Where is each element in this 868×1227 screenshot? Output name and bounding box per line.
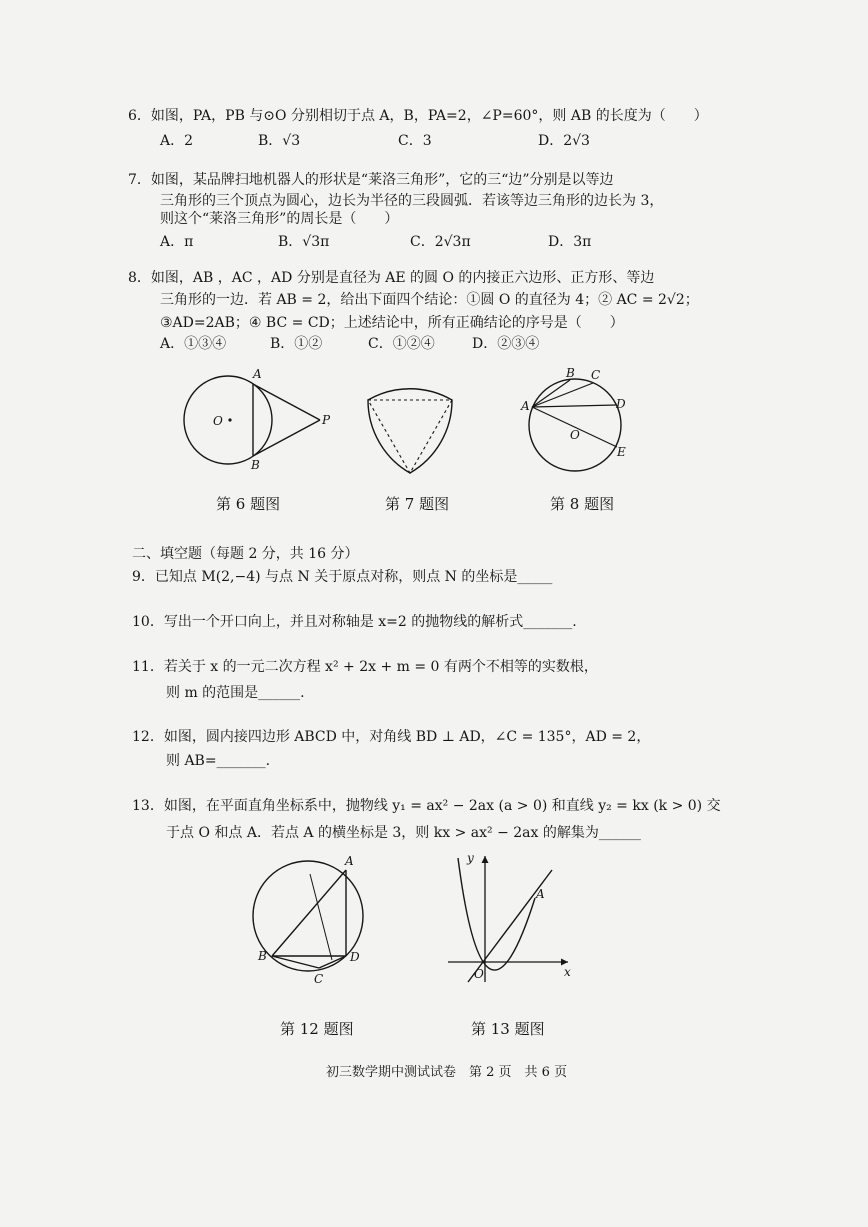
q13-line-1: 13．如图，在平面直角坐标系中，抛物线 y₁ = ax² − 2ax (a > 0) 和直线 y₂ = kx (k > 0) 交: [132, 798, 721, 814]
fig8-chord-ac: [532, 383, 593, 407]
fig12-side-cd: [319, 956, 346, 968]
q8-option-c: C．①②④: [368, 336, 435, 352]
q6-option-c: C．3: [398, 133, 432, 149]
fig7-equilateral-triangle: [368, 400, 452, 473]
fig13-label-x: x: [564, 965, 571, 979]
q12-line-1: 12．如图，圆内接四边形 ABCD 中，对角线 BD ⊥ AD，∠C = 135°，AD = 2，: [132, 729, 651, 745]
fig8-circle: [529, 379, 621, 471]
q10-text: 10．写出一个开口向上，并且对称轴是 x=2 的抛物线的解析式_______.: [132, 614, 577, 630]
fig6-circle: [184, 376, 272, 464]
page-footer: 初三数学期中测试试卷 第 2 页 共 6 页: [326, 1065, 568, 1080]
q8-line-2: 三角形的一边．若 AB = 2，给出下面四个结论：①圆 O 的直径为 4；② AC = 2√2；: [160, 292, 699, 308]
fig13-parabola: [458, 858, 535, 970]
fig8-chord-ab: [532, 380, 570, 407]
q6-option-d: D．2√3: [538, 133, 590, 149]
fig6-label-a: A: [253, 367, 262, 381]
figure-7: [362, 378, 468, 482]
q11-line-1: 11．若关于 x 的一元二次方程 x² + 2x + m = 0 有两个不相等的实数根，: [132, 659, 598, 675]
figure-6: [175, 362, 345, 474]
q7-option-b: B．√3π: [278, 234, 330, 250]
q13-line-2: 于点 O 和点 A．若点 A 的横坐标是 3，则 kx > ax² − 2ax 的解集为______: [166, 825, 641, 841]
fig6-label-p: P: [322, 413, 331, 427]
fig13-y-arrow: [482, 856, 489, 863]
q8-option-a: A．①③④: [160, 336, 227, 352]
fig8-caption: 第 8 题图: [550, 495, 615, 513]
q6-option-a: A．2: [160, 133, 194, 149]
figure-8: [515, 365, 635, 477]
fig8-label-a: A: [521, 399, 530, 413]
q11-line-2: 则 m 的范围是______.: [166, 685, 305, 701]
q8-option-d: D．②③④: [472, 336, 540, 352]
fig13-label-a: A: [536, 887, 545, 901]
q6-stem: 6．如图，PA，PB 与⊙O 分别相切于点 A，B，PA=2，∠P=60°，则 AB 的长度为（ ）: [128, 108, 708, 124]
fig6-caption: 第 6 题图: [216, 495, 281, 513]
q7-option-d: D．3π: [548, 234, 592, 250]
fig7-reuleaux-triangle: [368, 389, 452, 473]
fig6-center-dot: [228, 418, 231, 421]
q8-line-1: 8．如图，AB ，AC ，AD 分别是直径为 AE 的圆 O 的内接正六边形、正方形、等边: [128, 270, 655, 286]
q7-option-a: A．π: [160, 234, 194, 250]
q8-line-3: ③AD=2AB；④ BC = CD；上述结论中，所有正确结论的序号是（ ）: [160, 315, 624, 331]
fig12-faint-line: [310, 874, 332, 960]
q6-option-b: B．√3: [258, 133, 301, 149]
fig8-chord-ad: [532, 405, 616, 407]
fig8-label-e: E: [617, 445, 626, 459]
fig12-label-c: C: [314, 972, 324, 984]
fig8-label-b: B: [566, 366, 575, 380]
q12-line-2: 则 AB=_______.: [166, 753, 271, 769]
fig8-label-d: D: [616, 397, 626, 411]
fig13-label-o: O: [474, 967, 484, 981]
fig6-label-o: O: [213, 414, 223, 428]
fig12-label-b: B: [258, 949, 267, 963]
q7-option-c: C．2√3π: [410, 234, 471, 250]
q7-line-3: 则这个“莱洛三角形”的周长是（ ）: [160, 211, 399, 227]
q8-option-b: B．①②: [270, 336, 323, 352]
fig8-label-c: C: [591, 368, 601, 382]
fig12-caption: 第 12 题图: [280, 1020, 354, 1038]
figure-12: [246, 848, 376, 984]
q7-line-2: 三角形的三个顶点为圆心，边长为半径的三段圆弧．若该等边三角形的边长为 3，: [160, 193, 664, 209]
figure-13: [440, 848, 580, 986]
fig7-caption: 第 7 题图: [385, 495, 450, 513]
fig8-label-o: O: [570, 428, 580, 442]
fig6-label-b: B: [251, 458, 260, 472]
fig6-tangent-pb: [253, 420, 320, 456]
fig12-side-ab: [272, 870, 346, 956]
q7-line-1: 7．如图，某品牌扫地机器人的形状是“莱洛三角形”，它的三“边”分别是以等边: [128, 172, 614, 188]
fig6-tangent-pa: [253, 384, 320, 420]
fig12-label-a: A: [345, 854, 354, 868]
fig13-label-y: y: [467, 851, 474, 865]
fig13-caption: 第 13 题图: [471, 1020, 545, 1038]
fig12-label-d: D: [350, 950, 360, 964]
section-2-title: 二、填空题（每题 2 分，共 16 分）: [132, 546, 359, 562]
q9-text: 9．已知点 M(2,−4) 与点 N 关于原点对称，则点 N 的坐标是_____: [132, 569, 553, 585]
